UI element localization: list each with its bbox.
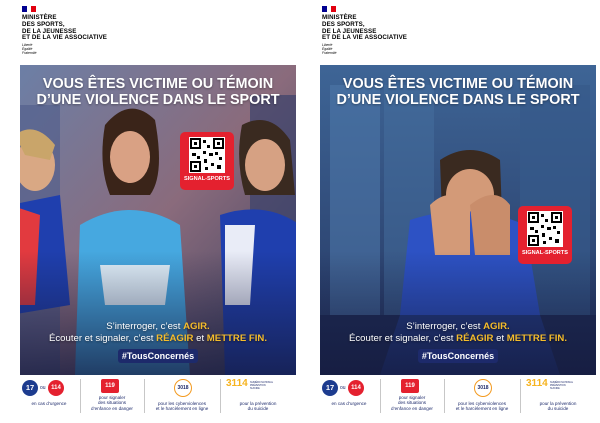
child-danger-caption: pour signaler des situations d’enfance en danger [91, 395, 133, 411]
badge-114[interactable]: 114 [348, 380, 364, 396]
badge-17[interactable]: 17 [22, 380, 38, 396]
cyberviolence-cell [446, 377, 518, 417]
poster-right [320, 0, 596, 423]
qr-code-badge[interactable] [518, 206, 572, 264]
badge-3114-subtitle: NUMÉRO NATIONAL PRÉVENTION SUICIDE [250, 381, 274, 390]
slogan: S’interroger, c’est AGIR. Écouter et signaler, c’est RÉAGIR et METTRE FIN. [48, 321, 268, 344]
divider [380, 379, 381, 413]
or-label: ou [340, 385, 346, 391]
divider [444, 379, 445, 413]
ministry-name: MINISTÈRE DES SPORTS, DE LA JEUNESSE ET DE LA VIE ASSOCIATIVE [22, 14, 108, 42]
cyberviolence-cell [146, 377, 218, 417]
child-danger-caption: pour signaler des situations d’enfance en danger [391, 395, 433, 411]
divider [144, 379, 145, 413]
emergency-caption: en cas d’urgence [331, 401, 367, 406]
qr-code-badge[interactable] [180, 132, 234, 190]
qr-label: SIGNAL-SPORTS [522, 250, 568, 256]
campaign-photo-girls [20, 65, 296, 375]
slogan: S’interroger, c’est AGIR. Écouter et signaler, c’est RÉAGIR et METTRE FIN. [348, 321, 568, 344]
qr-pattern [527, 211, 563, 247]
ministry-logo [22, 6, 172, 60]
cyberviolence-caption: pour les cyberviolences et le harcèlement en ligne [455, 401, 509, 412]
badge-3018[interactable]: 3018 [474, 379, 492, 397]
helpline-footer [20, 377, 296, 417]
badge-17[interactable]: 17 [322, 380, 338, 396]
suicide-prevention-cell [522, 377, 594, 417]
suicide-prevention-caption: pour la prévention du suicide [539, 401, 577, 412]
badge-3114[interactable]: 3114 [226, 378, 248, 389]
qr-code-icon[interactable] [527, 211, 563, 247]
qr-label: SIGNAL-SPORTS [184, 176, 230, 182]
french-flag-icon [322, 6, 336, 12]
emergency-cell [20, 377, 78, 417]
emergency-caption: en cas d’urgence [31, 401, 67, 406]
ministry-logo [322, 6, 472, 60]
headline: VOUS ÊTES VICTIME OU TÉMOIN D’UNE VIOLENCE DANS LE SPORT [36, 76, 280, 108]
emergency-cell [320, 377, 378, 417]
suicide-prevention-cell [222, 377, 294, 417]
divider [220, 379, 221, 413]
cyberviolence-caption: pour les cyberviolences et le harcèlement en ligne [155, 401, 209, 412]
badge-3114-subtitle: NUMÉRO NATIONAL PRÉVENTION SUICIDE [550, 381, 574, 390]
child-danger-cell [382, 377, 442, 417]
helpline-footer [320, 377, 596, 417]
hashtag-badge: #TousConcernés [118, 349, 198, 363]
headline: VOUS ÊTES VICTIME OU TÉMOIN D’UNE VIOLENCE DANS LE SPORT [336, 76, 580, 108]
hashtag-badge: #TousConcernés [418, 349, 498, 363]
qr-code-icon[interactable] [189, 137, 225, 173]
badge-3114[interactable]: 3114 [526, 378, 548, 389]
republic-motto: Liberté Égalité Fraternité [22, 43, 37, 55]
campaign-photo-boy [320, 65, 596, 375]
french-flag-icon [22, 6, 36, 12]
badge-114[interactable]: 114 [48, 380, 64, 396]
poster-left [20, 0, 296, 423]
divider [80, 379, 81, 413]
divider [520, 379, 521, 413]
suicide-prevention-caption: pour la prévention du suicide [239, 401, 277, 412]
badge-3018[interactable]: 3018 [174, 379, 192, 397]
qr-pattern [189, 137, 225, 173]
child-danger-cell [82, 377, 142, 417]
or-label: ou [40, 385, 46, 391]
ministry-name: MINISTÈRE DES SPORTS, DE LA JEUNESSE ET DE LA VIE ASSOCIATIVE [322, 14, 408, 42]
republic-motto: Liberté Égalité Fraternité [322, 43, 337, 55]
badge-119[interactable]: 119 [101, 379, 119, 393]
badge-119[interactable]: 119 [401, 379, 419, 393]
